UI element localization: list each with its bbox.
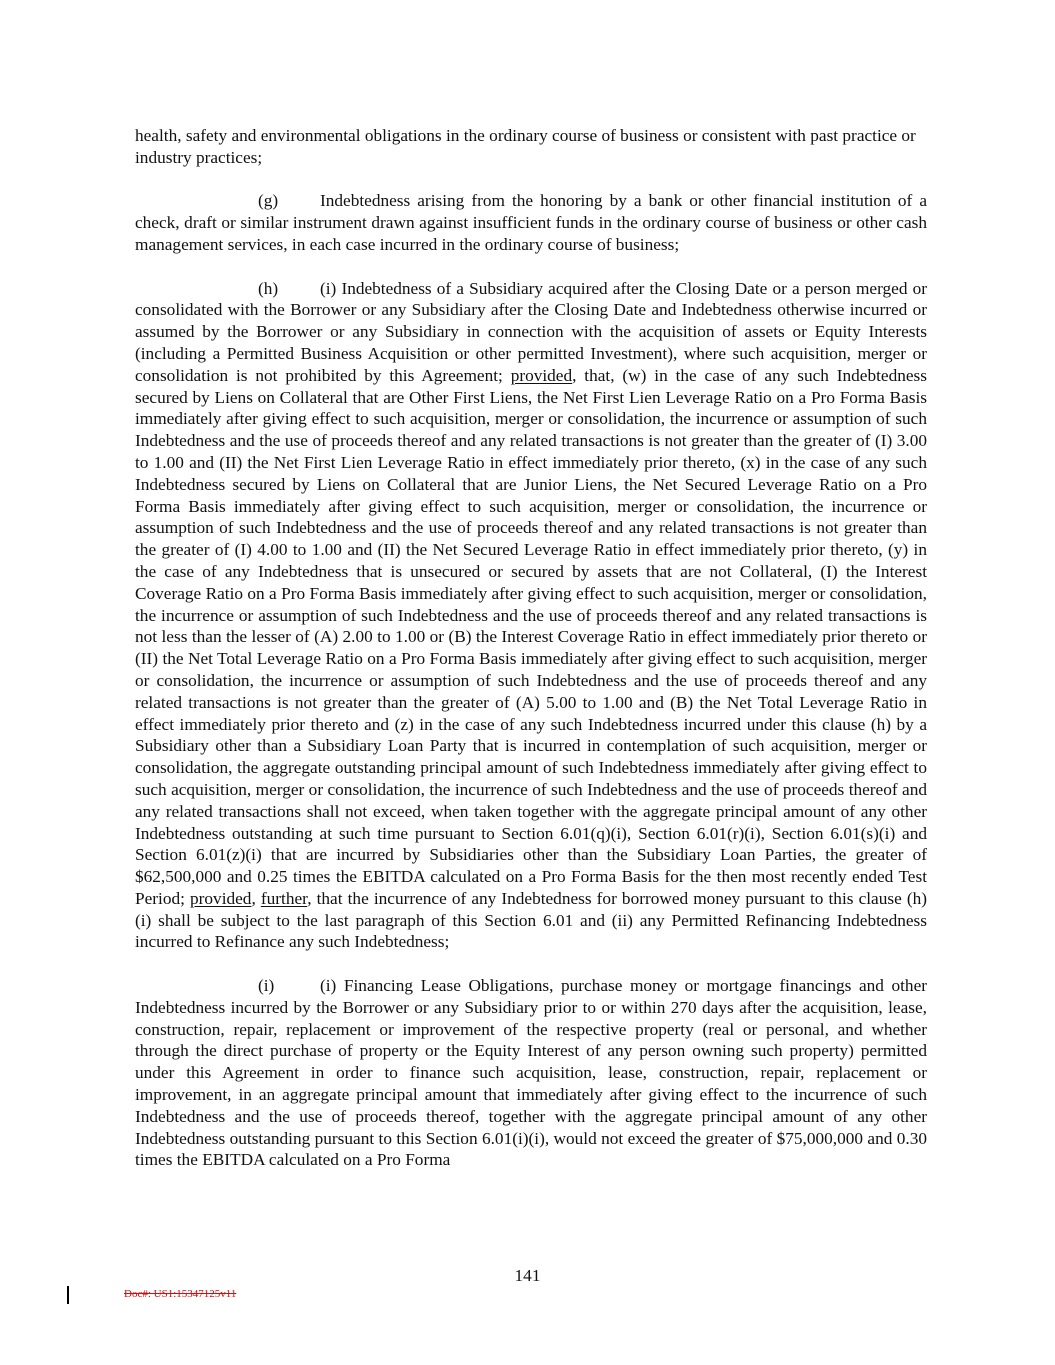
- paragraph-f-continuation: [135, 125, 927, 169]
- paragraph-i: [135, 975, 927, 1171]
- document-page: [135, 125, 927, 1193]
- paragraph-f-text: health, safety and environmental obligations in the ordinary course of business or consistent with past practice or industry practices;: [135, 126, 916, 167]
- paragraph-h-label: (h): [258, 278, 279, 298]
- paragraph-h-text-1: (i) Indebtedness of a Subsidiary acquired after the Closing Date or a person merged or consolidated with the Borrower or any Subsidiary after the Closing Date and Indebtedness otherwise incurred or assumed by the Borrower or any Subsidiary in connection with the acquisition of assets or Equity Interests (including a Permitted Business Acquisition or other permitted Investment), where such acquisition, merger or consolidation is not prohibited by this Agreement;: [135, 278, 927, 385]
- paragraph-i-text: (i) Financing Lease Obligations, purchase money or mortgage financings and other Indebtedness incurred by the Borrower or any Subsidiary prior to or within 270 days after the acquisition, lease, construction, repair, replacement or improvement of the respective property (real or personal, and whether through the direct purchase of property or the Equity Interest of any person owning such property) permitted under this Agreement in order to finance such acquisition, lease, construction, repair, replacement or improvement, in an aggregate principal amount that immediately after giving effect to the incurrence of such Indebtedness and the use of proceeds thereof, together with the aggregate principal amount of any other Indebtedness outstanding pursuant to this Section 6.01(i)(i), would not exceed the greater of $75,000,000 and 0.30 times the EBITDA calculated on a Pro Forma: [135, 976, 927, 1170]
- paragraph-g-label: (g): [258, 191, 279, 211]
- provided-term-2: provided: [190, 888, 252, 908]
- provided-term-1: provided: [510, 365, 573, 385]
- document-id: Doc#: US1:15347125v11: [124, 1288, 237, 1300]
- paragraph-h: [135, 278, 927, 954]
- paragraph-h-text-3: , that the incurrence of any Indebtedness for borrowed money pursuant to this clause (h)(i) shall be subject to the last paragraph of this Section 6.01 and (ii) any Permitted Refinancing Indebtedness incurred to Refinance any such Indebtedness;: [135, 888, 927, 952]
- paragraph-g-text: Indebtedness arising from the honoring by a bank or other financial institution of a check, draft or similar instrument drawn against insufficient funds in the ordinary course of business or other cash management services, in each case incurred in the ordinary course of business;: [135, 191, 927, 254]
- paragraph-h-text-2: , that, (w) in the case of any such Indebtedness secured by Liens on Collateral that are Other First Liens, the Net First Lien Leverage Ratio on a Pro Forma Basis immediately after giving effect to such acquisition, merger or consolidation, the incurrence or assumption of such Indebtedness and the use of proceeds thereof and any related transactions is not greater than the greater of (I) 3.00 to 1.00 and (II) the Net First Lien Leverage Ratio in effect immediately prior thereto, (x) in the case of any such Indebtedness secured by Liens on Collateral that are Junior Liens, the Net Secured Leverage Ratio on a Pro Forma Basis immediately after giving effect to such acquisition, merger or consolidation, the incurrence or assumption of such Indebtedness and the use of proceeds thereof and any related transactions is not greater than the greater of (I) 4.00 to 1.00 and (II) the Net Secured Leverage Ratio in effect immediately prior thereto, (y) in the case of any Indebtedness that is unsecured or secured by assets that are not Collateral, (I) the Interest Coverage Ratio on a Pro Forma Basis immediately after giving effect to such acquisition, merger or consolidation, the incurrence or assumption of such Indebtedness and the use of proceeds thereof and any related transactions is not less than the lesser of (A) 2.00 to 1.00 or (B) the Interest Coverage Ratio in effect immediately prior thereto or (II) the Net Total Leverage Ratio on a Pro Forma Basis immediately after giving effect to such acquisition, merger or consolidation, the incurrence or assumption of such Indebtedness and the use of proceeds thereof and any related transactions is not greater than the greater of (A) 5.00 to 1.00 and (B) the Net Total Leverage Ratio in effect immediately prior thereto and (z) in the case of any such Indebtedness incurred under this clause (h) by a Subsidiary other than a Subsidiary Loan Party that is incurred in contemplation of such acquisition, merger or consolidation, the aggregate outstanding principal amount of such Indebtedness immediately after giving effect to such acquisition, merger or consolidation, the incurrence of such Indebtedness and the use of proceeds thereof and any related transactions shall not exceed, when taken together with the aggregate principal amount of any other Indebtedness outstanding at such time pursuant to Section 6.01(q)(i), Section 6.01(r)(i), Section 6.01(s)(i) and Section 6.01(z)(i) that are incurred by Subsidiaries other than the Subsidiary Loan Parties, the greater of $62,500,000 and 0.25 times the EBITDA calculated on a Pro Forma Basis for the then most recently ended Test Period;: [135, 365, 927, 908]
- paragraph-g: [135, 190, 927, 255]
- paragraph-i-label: (i): [258, 976, 275, 996]
- further-term: further: [260, 888, 308, 908]
- page-number: 141: [514, 1266, 541, 1285]
- revision-change-bar: [67, 1286, 69, 1304]
- term-separator: ,: [251, 888, 261, 908]
